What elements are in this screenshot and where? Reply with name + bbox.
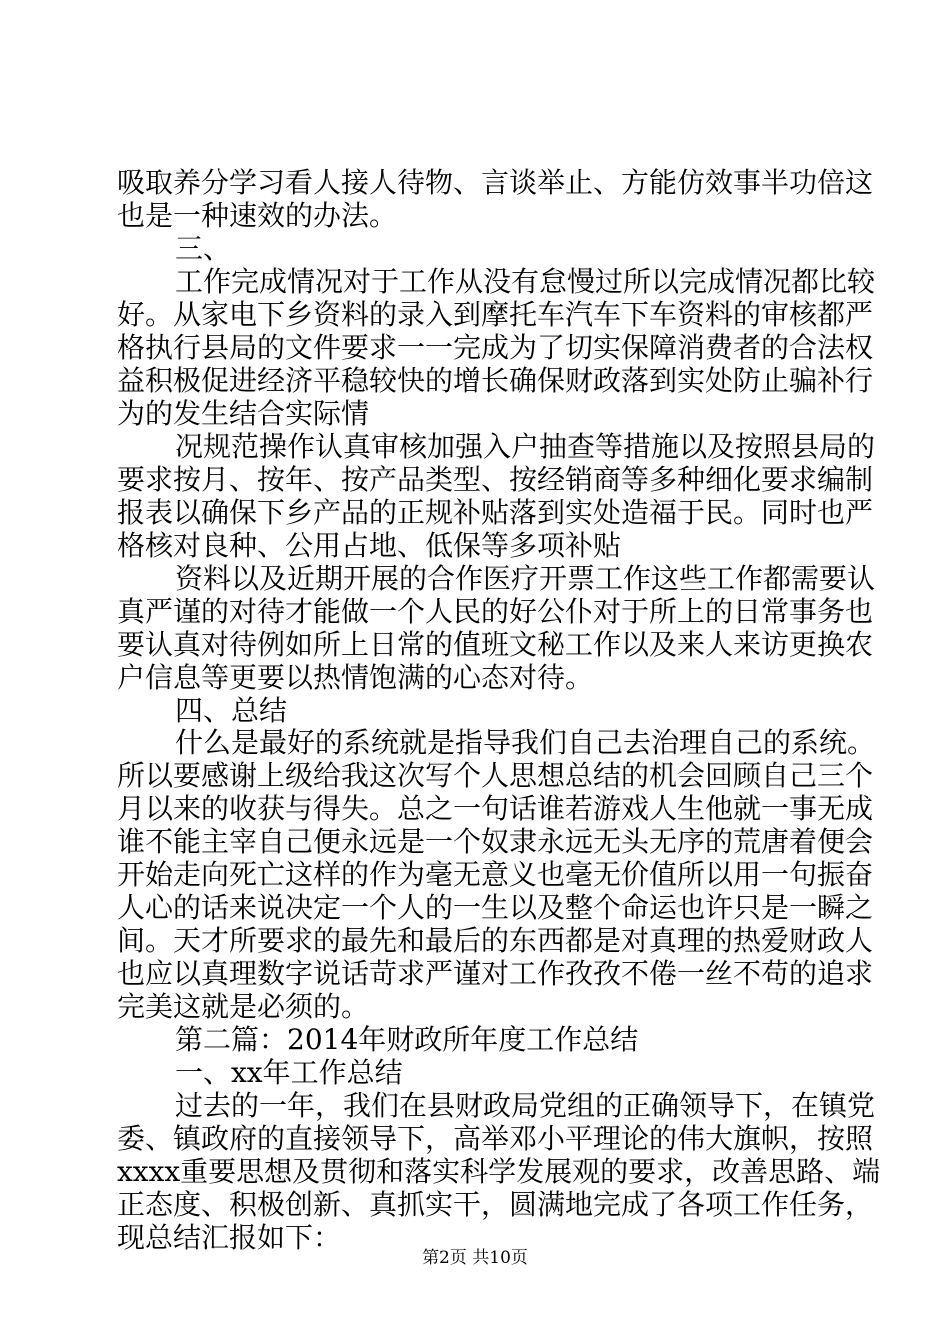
text-line-26: 完美这就是必须的。	[117, 990, 370, 1023]
text-line-7: 益积极促进经济平稳较快的增长确保财政落到实处防止骗补行	[117, 364, 874, 397]
text-line-29: 过去的一年，我们在县财政局党组的正确领导下，在镇党	[175, 1089, 876, 1122]
text-line-16: 户信息等更要以热情饱满的心态对待。	[117, 661, 594, 694]
text-line-4: 工作完成情况对于工作从没有怠慢过所以完成情况都比较	[175, 265, 876, 298]
text-line-11: 报表以确保下乡产品的正规补贴落到实处造福于民。同时也严	[117, 496, 874, 529]
text-line-6: 格执行县局的文件要求一一完成为了切实保障消费者的合法权	[117, 331, 874, 364]
text-line-21: 谁不能主宰自己便永远是一个奴隶永远无头无序的荒唐着便会	[117, 825, 874, 858]
text-line-33: 现总结汇报如下：	[117, 1221, 342, 1254]
text-line-8: 为的发生结合实际情	[117, 397, 370, 430]
text-line-13: 资料以及近期开展的合作医疗开票工作这些工作都需要认	[175, 562, 876, 595]
text-line-18: 什么是最好的系统就是指导我们自己去治理自己的系统。	[175, 726, 876, 759]
text-line-32: 正态度、积极创新、真抓实干，圆满地完成了各项工作任务，	[117, 1188, 874, 1221]
text-line-14: 真严谨的对待才能做一个人民的好公仆对于所上的日常事务也	[117, 595, 874, 628]
text-line-5: 好。从家电下乡资料的录入到摩托车汽车下车资料的审核都严	[117, 298, 874, 331]
text-line-2: 也是一种速效的办法。	[117, 199, 398, 232]
page-footer: 第2页 共10页	[422, 1248, 528, 1268]
text-line-28: 一、xx年工作总结	[175, 1056, 403, 1089]
text-line-30: 委、镇政府的直接领导下，高举邓小平理论的伟大旗帜，按照	[117, 1122, 874, 1155]
text-line-27: 第二篇：2014年财政所年度工作总结	[175, 1023, 639, 1056]
text-line-17: 四、总结	[175, 694, 288, 727]
text-line-10: 要求按月、按年、按产品类型、按经销商等多种细化要求编制	[117, 463, 874, 496]
text-line-1: 吸取养分学习看人接人待物、言谈举止、方能仿效事半功倍这	[117, 166, 874, 199]
text-line-3: 三、	[175, 232, 232, 265]
text-line-23: 人心的话来说决定一个人的一生以及整个命运也许只是一瞬之	[117, 891, 874, 924]
text-line-19: 所以要感谢上级给我这次写个人思想总结的机会回顾自己三个	[117, 759, 874, 792]
text-line-20: 月以来的收获与得失。总之一句话谁若游戏人生他就一事无成	[117, 792, 874, 825]
text-line-15: 要认真对待例如所上日常的值班文秘工作以及来人来访更换农	[117, 628, 874, 661]
text-line-24: 间。天才所要求的最先和最后的东西都是对真理的热爱财政人	[117, 924, 874, 957]
text-line-9: 况规范操作认真审核加强入户抽查等措施以及按照县局的	[175, 430, 876, 463]
text-line-12: 格核对良种、公用占地、低保等多项补贴	[117, 529, 622, 562]
text-line-31: xxxx重要思想及贯彻和落实科学发展观的要求，改善思路、端	[117, 1155, 881, 1188]
text-line-25: 也应以真理数字说话苛求严谨对工作孜孜不倦一丝不苟的追求	[117, 957, 874, 990]
text-line-22: 开始走向死亡这样的作为毫无意义也毫无价值所以用一句振奋	[117, 858, 874, 891]
